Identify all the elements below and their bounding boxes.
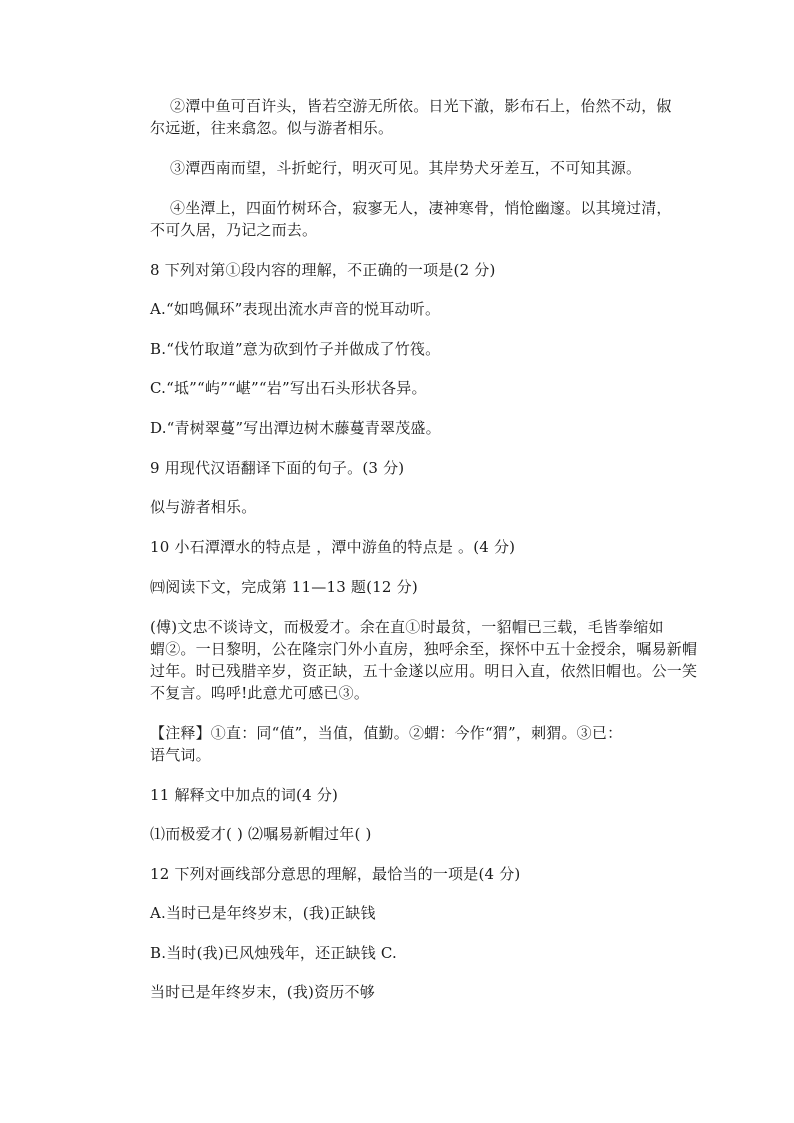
question-12-option-c: 当时已是年终岁末，(我)资历不够: [150, 983, 375, 1001]
paragraph-2-line-2: 尔远逝，往来翕忽。似与游者相乐。: [150, 119, 394, 137]
question-8-option-c: C.“坻”“屿”“嵁”“岩”写出石头形状各异。: [150, 379, 427, 397]
paragraph-3: ③潭西南而望，斗折蛇行，明灭可见。其岸势犬牙差互，不可知其源。: [170, 159, 642, 177]
passage-line-4: 不复言。呜呼!此意尤可感已③。: [150, 684, 370, 702]
annotation-line-2: 语气词。: [150, 746, 211, 764]
question-8: 8 下列对第①段内容的理解，不正确的一项是(2 分): [150, 261, 496, 279]
passage-line-1: (傅)文忠不谈诗文，而极爱才。余在直①时最贫，一貂帽已三载，毛皆拳缩如: [150, 618, 664, 636]
question-10: 10 小石潭潭水的特点是 ，潭中游鱼的特点是 。(4 分): [150, 538, 516, 556]
question-12-option-b: B.当时(我)已风烛残年，还正缺钱 C.: [150, 944, 397, 962]
passage-line-2: 蝟②。一日黎明，公在隆宗门外小直房，独呼余至，探怀中五十金授余，嘱易新帽: [150, 640, 698, 658]
question-8-option-b: B.“伐竹取道”意为砍到竹子并做成了竹筏。: [150, 340, 441, 358]
paragraph-4-line-1: ④坐潭上，四面竹树环合，寂寥无人，凄神寒骨，悄怆幽邃。以其境过清，: [170, 199, 672, 217]
paragraph-2-line-1: ②潭中鱼可百许头，皆若空游无所依。日光下澈，影布石上，佁然不动，俶: [170, 97, 672, 115]
question-12-option-a: A.当时已是年终岁末，(我)正缺钱: [150, 904, 376, 922]
passage-line-3: 过年。时已残腊辛岁，资正缺，五十金遂以应用。明日入直，依然旧帽也。公一笑: [150, 662, 698, 680]
paragraph-4-line-2: 不可久居，乃记之而去。: [150, 221, 318, 239]
question-9: 9 用现代汉语翻译下面的句子。(3 分): [150, 459, 405, 477]
question-8-option-a: A.“如鸣佩环”表现出流水声音的悦耳动听。: [150, 300, 441, 318]
question-9-sentence: 似与游者相乐。: [150, 498, 257, 516]
question-12: 12 下列对画线部分意思的理解，最恰当的一项是(4 分): [150, 865, 521, 883]
question-11-items: ⑴而极爱才( ) ⑵嘱易新帽过年( ): [150, 825, 372, 843]
question-8-option-d: D.“青树翠蔓”写出潭边树木藤蔓青翠茂盛。: [150, 419, 441, 437]
annotation-line-1: 【注释】①直：同“值”，当值，值勤。②蝟：今作“猬”，刺猬。③已：: [150, 724, 623, 742]
section-4-heading: ㈣阅读下文，完成第 11—13 题(12 分): [150, 578, 418, 596]
question-11: 11 解释文中加点的词(4 分): [150, 786, 339, 804]
